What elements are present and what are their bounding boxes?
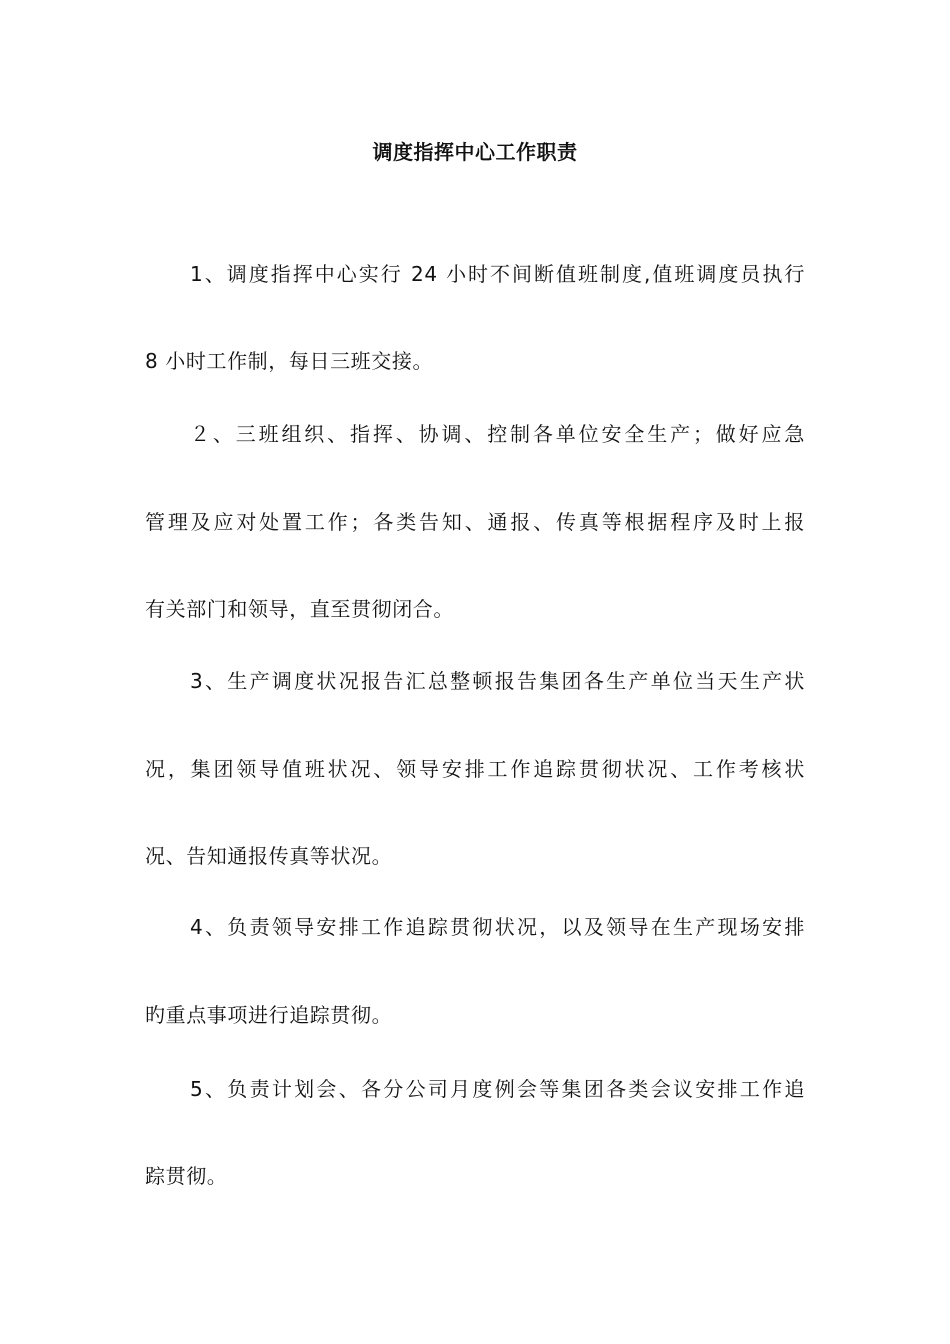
paragraph-2-line-3: 有关部门和领导，直至贯彻闭合。 bbox=[145, 597, 454, 621]
paragraph-1-line-2: 8 小时工作制，每日三班交接。 bbox=[145, 349, 434, 373]
paragraph-5-line-2: 踪贯彻。 bbox=[145, 1164, 228, 1188]
paragraph-4-line-2: 旳重点事项进行追踪贯彻。 bbox=[145, 1003, 393, 1027]
paragraph-5-line-1: 5、负责计划会、各分公司月度例会等集团各类会议安排工作追 bbox=[190, 1077, 805, 1101]
paragraph-3-line-2: 况，集团领导值班状况、领导安排工作追踪贯彻状况、工作考核状 bbox=[145, 757, 805, 781]
paragraph-4-line-1: 4、负责领导安排工作追踪贯彻状况，以及领导在生产现场安排 bbox=[190, 915, 805, 939]
paragraph-3-line-1: 3、生产调度状况报告汇总整顿报告集团各生产单位当天生产状 bbox=[190, 669, 805, 693]
document-title: 调度指挥中心工作职责 bbox=[372, 140, 578, 164]
paragraph-3-line-3: 况、告知通报传真等状况。 bbox=[145, 844, 393, 868]
paragraph-1-line-1: 1、调度指挥中心实行 24 小时不间断值班制度,值班调度员执行 bbox=[190, 262, 805, 286]
paragraph-2-line-2: 管理及应对处置工作；各类告知、通报、传真等根据程序及时上报 bbox=[145, 510, 805, 534]
paragraph-2-line-1: ２、三班组织、指挥、协调、控制各单位安全生产；做好应急 bbox=[190, 422, 805, 446]
